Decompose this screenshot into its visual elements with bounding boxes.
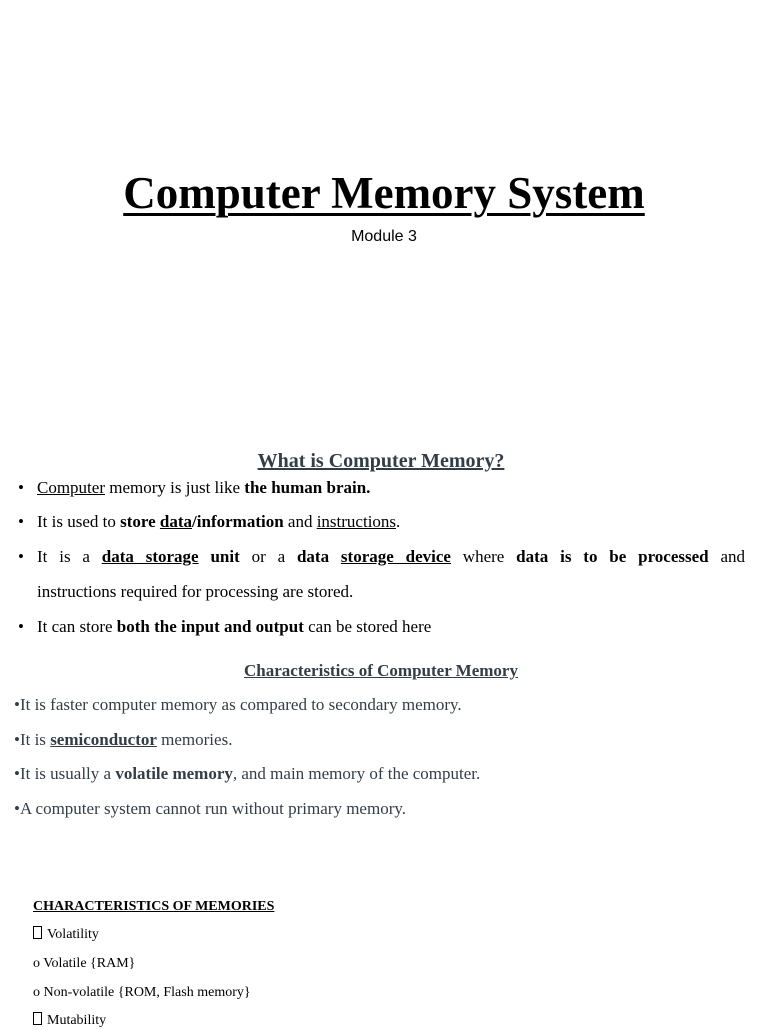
bullet-item <box>18 511 748 533</box>
text: and <box>708 547 746 566</box>
bold-underlined-text: semiconductor <box>50 730 157 749</box>
text: , and main memory of the computer. <box>232 764 481 783</box>
bold-underlined-text: data <box>159 512 193 531</box>
text: or a <box>239 547 297 566</box>
text: •It is <box>14 730 51 749</box>
list-item <box>33 1012 106 1030</box>
missing-glyph-icon <box>33 1012 42 1025</box>
list-item <box>14 763 480 785</box>
section-heading-memories: CHARACTERISTICS OF MEMORIES <box>33 899 275 914</box>
text: . <box>396 512 401 531</box>
bold-text: both the input and output <box>116 617 304 636</box>
text: It can store <box>37 617 117 636</box>
bullet-item <box>18 477 748 499</box>
text: It is a <box>37 547 102 566</box>
bold-text: /information <box>192 512 284 531</box>
list-item: •It is faster computer memory as compared to secondary memory. <box>14 695 462 714</box>
link-text-computer: Computer <box>37 478 105 497</box>
text: It is used to <box>37 512 121 531</box>
bold-underlined-text: data storage <box>101 547 199 566</box>
bold-text: store <box>120 512 160 531</box>
bullet-dot: • <box>18 478 24 497</box>
list-item: o Volatile {RAM} <box>33 956 136 971</box>
bullet-line-1 <box>37 546 745 568</box>
bullet-dot: • <box>18 512 24 531</box>
bullet-line-2: instructions required for processing are stored. <box>37 582 354 601</box>
bold-text: unit <box>198 547 240 566</box>
bullet-item <box>18 546 748 604</box>
text: Volatility <box>47 927 99 942</box>
bold-underlined-text: storage device <box>340 547 451 566</box>
bullet-item <box>18 616 748 638</box>
text: can be stored here <box>303 617 432 636</box>
section-heading-characteristics: Characteristics of Computer Memory <box>244 661 518 680</box>
text: memory is just like <box>105 478 245 497</box>
text: and <box>283 512 317 531</box>
bullet-dot: • <box>18 547 24 566</box>
underlined-text: instructions <box>316 512 397 531</box>
bold-text: data <box>296 547 341 566</box>
text: where <box>450 547 517 566</box>
list-item <box>33 926 99 944</box>
missing-glyph-icon <box>33 926 42 939</box>
bold-text: data is to be processed <box>516 547 709 566</box>
bullet-dot: • <box>18 617 24 636</box>
list-item: o Non-volatile {ROM, Flash memory} <box>33 985 251 1000</box>
list-item <box>14 729 232 751</box>
text: memories. <box>156 730 233 749</box>
page-title: Computer Memory System <box>123 168 645 218</box>
bold-text: volatile memory <box>115 764 233 783</box>
text: Mutability <box>47 1013 107 1028</box>
list-item: •A computer system cannot run without primary memory. <box>14 799 406 818</box>
bold-text: the human brain. <box>244 478 371 497</box>
section-heading-what-is-memory: What is Computer Memory? <box>257 450 505 472</box>
text: •It is usually a <box>14 764 116 783</box>
page-subtitle: Module 3 <box>351 228 417 245</box>
